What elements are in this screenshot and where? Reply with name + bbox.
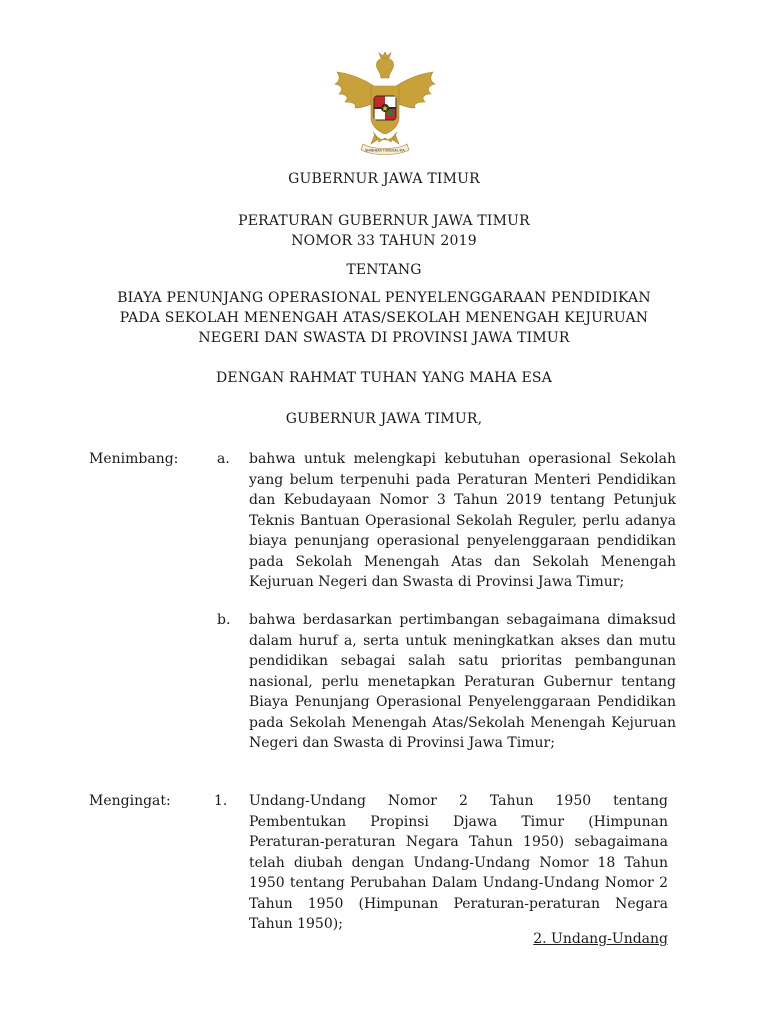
signatory: GUBERNUR JAWA TIMUR, (285, 411, 483, 427)
mengingat-item-1-marker: 1. (214, 793, 228, 809)
menimbang-item-b-text: bahwa berdasarkan pertimbangan sebagaimana dimaksud dalam huruf a, serta untuk meningkatkan akses dan mutu pendidikan sebagai salah satu prioritas pembangunan nasional, perlu menetapkan Peraturan Gubernur tentang Biaya Penunjang Operasional Penyelenggaraan Pendidikan pada Sekolah Menengah Atas/Sekolah Menengah Kejuruan Negeri dan Swasta di Provinsi Jawa Timur; (249, 612, 676, 751)
subject-line-1: BIAYA PENUNJANG OPERASIONAL PENYELENGGARAAN PENDIDIKAN (117, 290, 651, 306)
subject-line-2: PADA SEKOLAH MENENGAH ATAS/SEKOLAH MENENGAH KEJURUAN (119, 310, 649, 326)
emblem-motto: BHINNEKA TUNGGAL IKA (365, 148, 405, 153)
regulation-number: NOMOR 33 TAHUN 2019 (291, 233, 477, 249)
menimbang-item-b-marker: b. (217, 612, 231, 628)
regulation-title: PERATURAN GUBERNUR JAWA TIMUR (238, 213, 530, 229)
menimbang-item-a-marker: a. (217, 451, 230, 467)
about-heading: TENTANG (346, 262, 422, 278)
catchword: 2. Undang-Undang (533, 931, 668, 947)
mengingat-label: Mengingat: (89, 793, 171, 809)
invocation: DENGAN RAHMAT TUHAN YANG MAHA ESA (215, 370, 553, 386)
authority-title: GUBERNUR JAWA TIMUR (288, 171, 480, 187)
subject-line-3: NEGERI DAN SWASTA DI PROVINSI JAWA TIMUR (198, 330, 570, 346)
garuda-emblem-icon (331, 52, 439, 156)
mengingat-item-1-text: Undang-Undang Nomor 2 Tahun 1950 tentang Pembentukan Propinsi Djawa Timur (Himpunan Peraturan-peraturan Negara Tahun 1950) sebagaimana telah diubah dengan Undang-Undang Nomor 18 Tahun 1950 tentang Perubahan Dalam Undang-Undang Nomor 2 Tahun 1950 (Himpunan Peraturan-peraturan Negara Tahun 1950); (249, 793, 668, 932)
menimbang-label: Menimbang: (89, 451, 179, 467)
menimbang-item-a-text: bahwa untuk melengkapi kebutuhan operasional Sekolah yang belum terpenuhi pada Peraturan Menteri Pendidikan dan Kebudayaan Nomor 3 Tahun 2019 tentang Petunjuk Teknis Bantuan Operasional Sekolah Reguler, perlu adanya biaya penunjang operasional penyelenggaraan pendidikan pada Sekolah Menengah Atas dan Sekolah Menengah Kejuruan Negeri dan Swasta di Provinsi Jawa Timur; (249, 451, 676, 590)
